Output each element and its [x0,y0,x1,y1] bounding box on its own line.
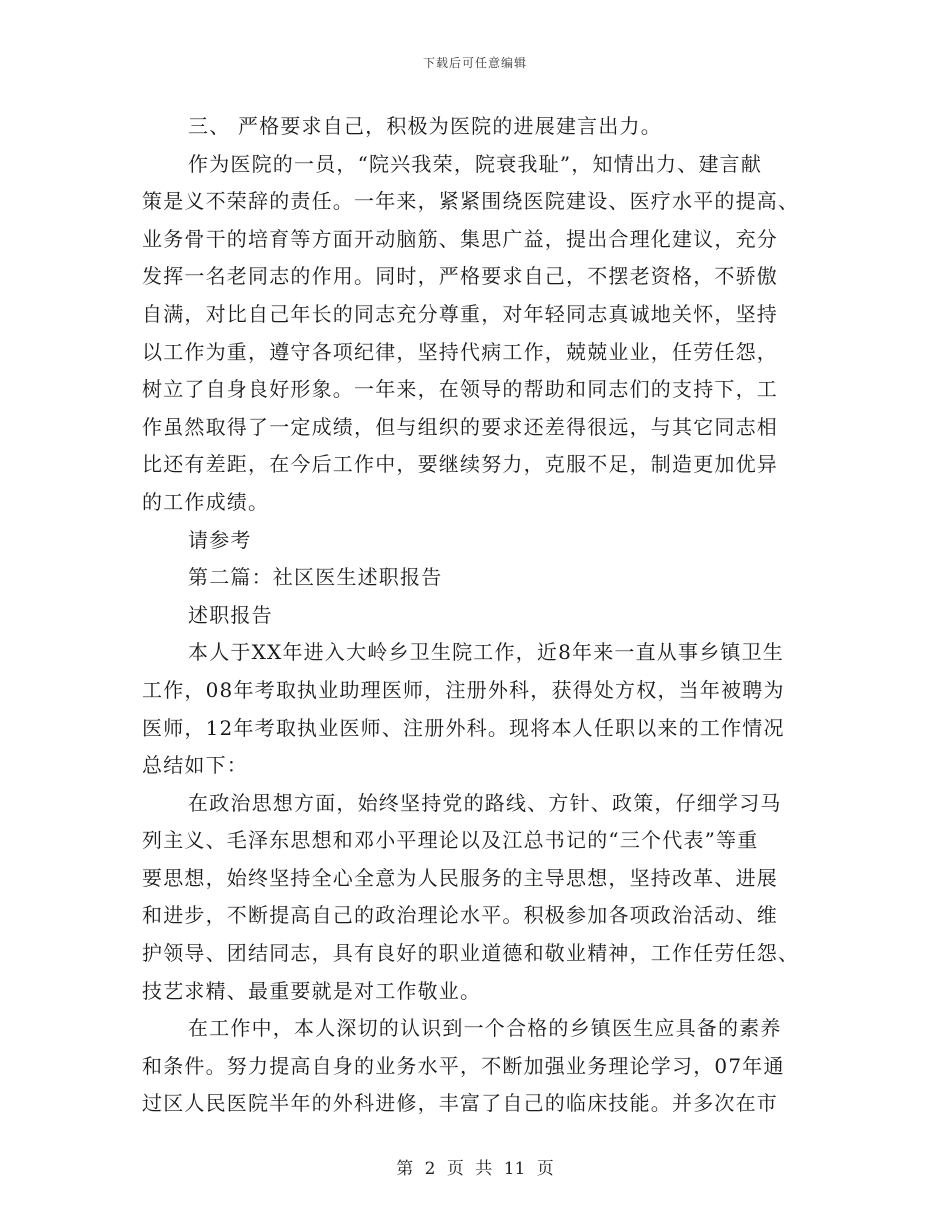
document-body [142,108,810,1123]
text-line: 过区人民医院半年的外科进修，丰富了自己的临床技能。并多次在市 [142,1091,778,1116]
text-line: 本人于XX年进入大岭乡卫生院工作，近8年来一直从事乡镇卫生 [188,640,785,665]
text-line: 以工作为重，遵守各项纪律，坚持代病工作，兢兢业业，任劳任怨， [142,339,778,364]
section-title: 第二篇：社区医生述职报告 [188,565,443,590]
text-line: 和进步，不断提高自己的政治理论水平。积极参加各项政治活动、维 [142,903,778,928]
text-line: 技艺求精、最重要就是对工作敬业。 [142,978,482,1003]
text-line: 要思想，始终坚持全心全意为人民服务的主导思想，坚持改革、进展 [142,865,778,890]
text-line: 列主义、毛泽东思想和邓小平理论以及江总书记的“三个代表”等重 [142,828,759,853]
text-line: 自满，对比自己年长的同志充分尊重，对年轻同志真诚地关怀，坚持 [142,301,778,326]
text-line: 比还有差距，在今后工作中，要继续努力，克服不足，制造更加优异 [142,452,778,477]
text-line: 工作，08年考取执业助理医师，注册外科，获得处方权，当年被聘为 [142,677,785,702]
text-line: 业务骨干的培育等方面开动脑筋、集思广益，提出合理化建议，充分 [142,226,778,251]
section-subtitle: 述职报告 [188,602,273,627]
page-header: 下载后可任意编辑 [422,56,527,70]
text-line: 请参考 [188,527,252,552]
text-line: 三、 严格要求自己，积极为医院的进展建言出力。 [188,114,662,138]
text-line: 作为医院的一员，“院兴我荣，院衰我耻”，知情出力、建言献 [188,151,763,176]
text-line: 护领导、团结同志，具有良好的职业道德和敬业精神，工作任劳任怨、 [142,941,800,966]
text-line: 发挥一名老同志的作用。同时，严格要求自己，不摆老资格，不骄傲 [142,264,778,289]
text-line: 在政治思想方面，始终坚持党的路线、方针、政策，仔细学习马 [188,790,782,815]
text-line: 医师，12年考取执业医师、注册外科。现将本人任职以来的工作情况 [142,715,785,740]
text-line: 和条件。努力提高自身的业务水平，不断加强业务理论学习，07年通 [142,1053,785,1078]
text-line: 策是义不荣辞的责任。一年来，紧紧围绕医院建设、医疗水平的提高、 [142,189,800,214]
text-line: 树立了自身良好形象。一年来，在领导的帮助和同志们的支持下，工 [142,377,778,402]
page-footer: 第 2 页 共 11 页 [396,1159,554,1179]
text-line: 作虽然取得了一定成绩，但与组织的要求还差得很远，与其它同志相 [142,414,778,439]
text-line: 在工作中，本人深切的认识到一个合格的乡镇医生应具备的素养 [188,1016,782,1041]
text-line: 的工作成绩。 [142,489,270,514]
text-line: 总结如下： [142,753,248,778]
